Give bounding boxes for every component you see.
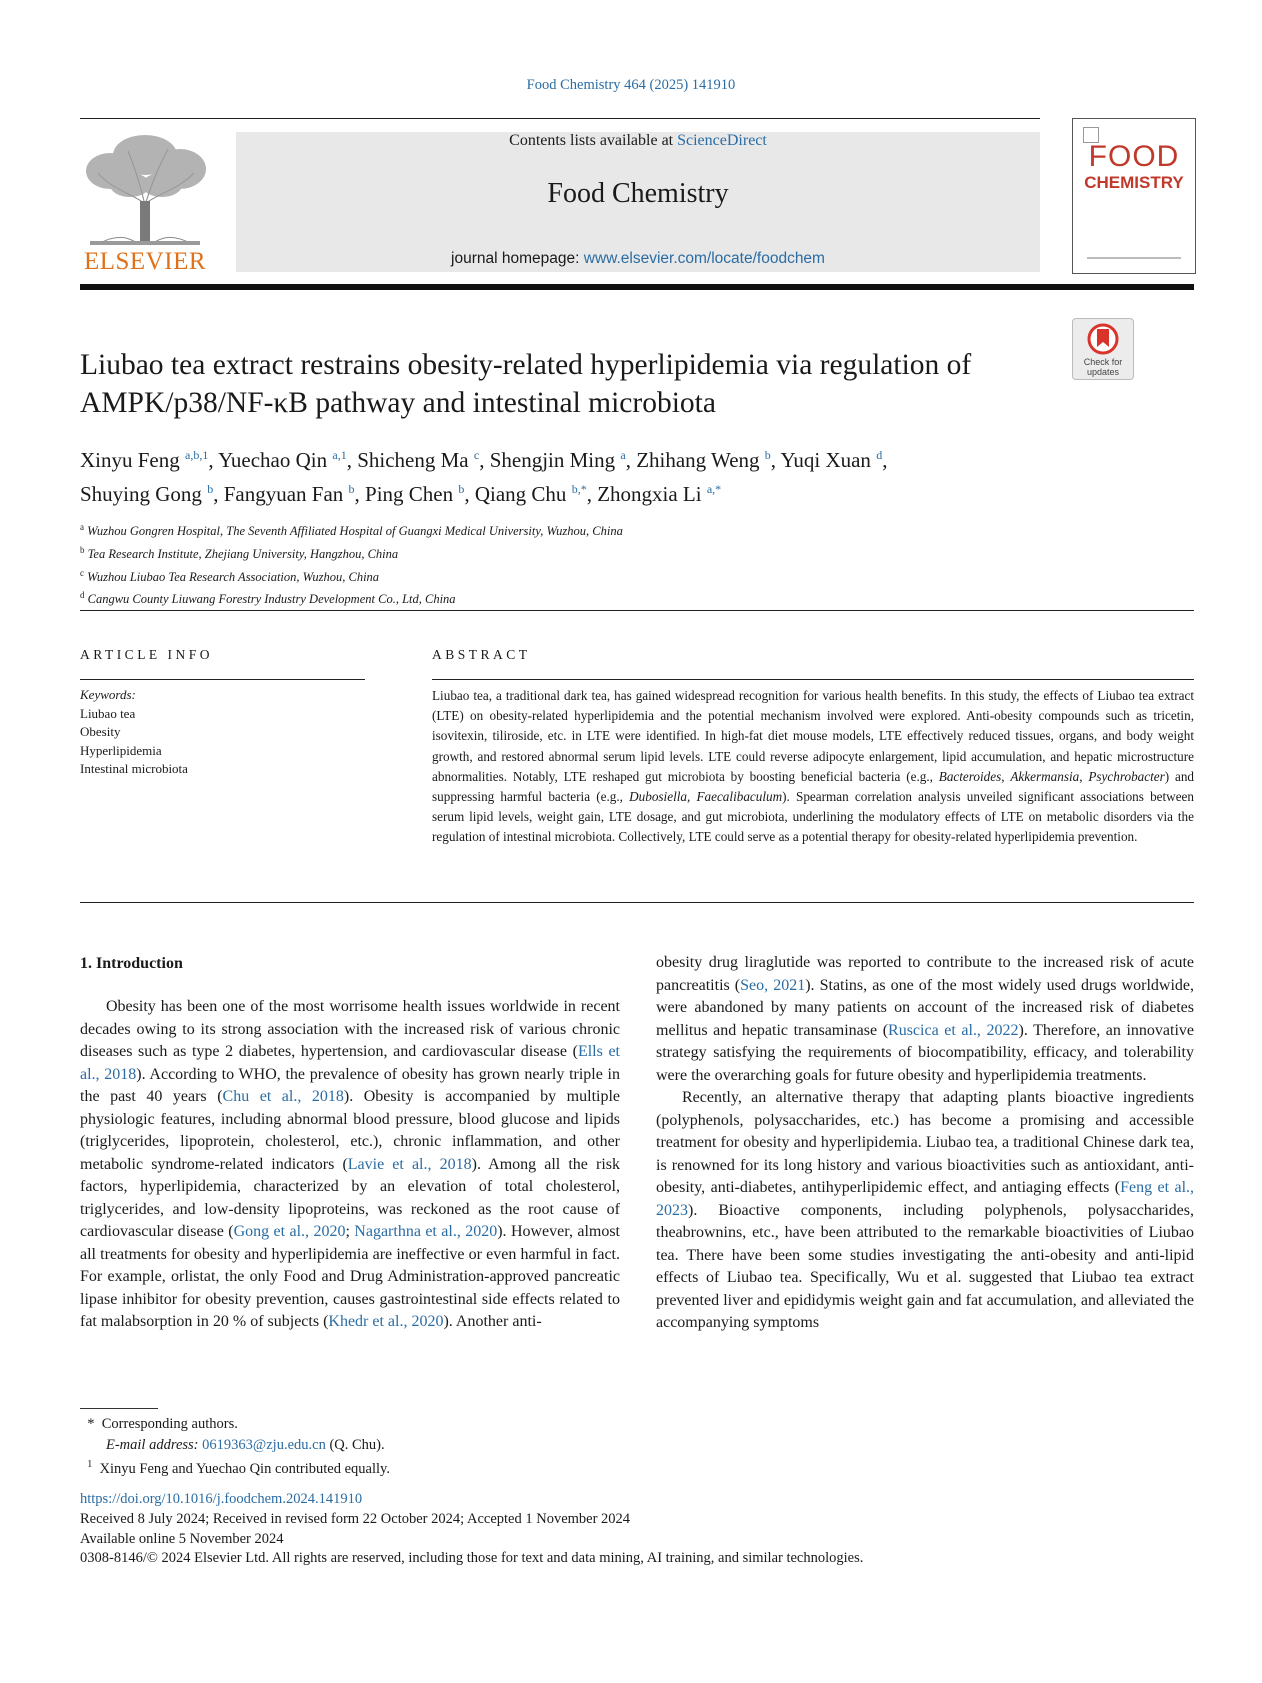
tree-icon bbox=[80, 133, 210, 248]
author[interactable]: Zhihang Weng $^b$ bbox=[636, 448, 771, 472]
article-info-heading: ARTICLE INFO bbox=[80, 647, 214, 662]
journal-masthead bbox=[236, 132, 1040, 272]
check-for-updates-badge[interactable] bbox=[1072, 318, 1134, 380]
cover-title-food: FOOD bbox=[1088, 140, 1180, 173]
body-paragraph: Obesity has been one of the most worrisome health issues worldwide in recent decades owing to its strong association with the increased risk of various chronic diseases such as type 2 diabetes, hypertension, and cardiovascular disease (Ells et al., 2018). According to WHO, the prevalence of obesity has grown nearly triple in the past 40 years (Chu et al., 2018). Obesity is accompanied by multiple physiologic features, including abnormal blood pressure, blood glucose and lipids (triglycerides, lipoprotein, cholesterol, etc.), chronic inflammation, and other metabolic syndrome-related indicators (Lavie et al., 2018). Among all the risk factors, hyperlipidemia, characterized by an elevation of total cholesterol, triglycerides, and low-density lipoproteins, was reckoned as the root cause of cardiovascular disease (Gong et al., 2020; Nagarthna et al., 2020). However, almost all treatments for obesity and hyperlipidemia are ineffective or even harmful in fact. For example, orlistat, the only Food and Drug Administration-approved pancreatic lipase inhibitor for obesity prevention, causes gastrointestinal side effects related to fat malabsorption in 20 % of subjects (Khedr et al., 2020). Another anti- bbox=[80, 998, 621, 1330]
homepage-line bbox=[236, 250, 1040, 268]
cover-title-chemistry: CHEMISTRY bbox=[1084, 173, 1184, 192]
body-column-left bbox=[80, 996, 620, 1334]
journal-cover-thumbnail[interactable] bbox=[1072, 118, 1196, 274]
publication-info bbox=[80, 1490, 1194, 1569]
author-list: Xinyu Feng $^{a,b,1}$, Yuechao Qin $^{a,1}$, Shicheng Ma $^c$, Shengjin Ming $^a$, Zhihang Weng $^b$, Yuqi Xuan $^d$, Shuying Gong $^b$, Fangyuan Fan $^b$, Ping Chen $^b$, Qiang Chu $^{b,*}$, Zhongxia Li $^{a,*}$ bbox=[80, 448, 888, 506]
citation-link[interactable]: Lavie et al., 2018 bbox=[347, 1155, 472, 1173]
cover-rule bbox=[1087, 257, 1181, 259]
author[interactable]: Ping Chen $^b$ bbox=[365, 482, 465, 506]
header-heavy-rule bbox=[80, 284, 1194, 290]
affiliation: $^c$ Wuzhou Liubao Tea Research Association, Wuzhou, China bbox=[80, 567, 380, 584]
received-dates: Received 8 July 2024; Received in revised form 22 October 2024; Accepted 1 November 2024 bbox=[80, 1510, 631, 1527]
body-paragraph: Recently, an alternative therapy that adapting plants bioactive ingredients (polyphenols, polysaccharides, etc.) has become a promising and accessible treatment for obesity and hyperlipidemia. Liubao tea, a traditional Chinese dark tea, is renowned for its long history and various bioactivities such as antioxidant, anti-obesity, anti-diabetes, antihyperlipidemic effect, and antiaging effects (Feng et al., 2023). Bioactive components, including polyphenols, polysaccharides, theabrownins, etc., have been attributed to the remarkable bioactivities of Liubao tea. There have been some studies investigating the anti-obesity and anti-lipid effects of Liubao tea. Specifically, Wu et al. suggested that Liubao tea extract prevented liver and epididymis weight gain and fat accumulation, and alleviated the accompanying symptoms bbox=[656, 1089, 1195, 1331]
citation-link[interactable]: Ruscica et al., 2022 bbox=[888, 1021, 1019, 1039]
email-footnote: E-mail address: 0619363@zju.edu.cn (Q. Chu). bbox=[106, 1436, 385, 1453]
author[interactable]: Qiang Chu $^{b,*}$ bbox=[474, 482, 587, 506]
keyword: Obesity bbox=[80, 724, 121, 739]
author[interactable]: Zhongxia Li $^{a,*}$ bbox=[597, 482, 722, 506]
keyword: Liubao tea bbox=[80, 705, 136, 721]
body-paragraph: obesity drug liraglutide was reported to contribute to the increased risk of acute pancreatitis (Seo, 2021). Statins, as one of the most widely used drugs worldwide, were abandoned by many patients on account of the increased risk of diabetes mellitus and hepatic transaminase (Ruscica et al., 2022). Therefore, an innovative strategy satisfying the requirements of biocompatibility, efficacy, and tolerability were the overarching goals for future obesity and hyperlipidemia treatments. bbox=[656, 954, 1194, 1084]
section-heading-introduction: 1. Introduction bbox=[80, 955, 183, 972]
keyword: Intestinal microbiota bbox=[80, 761, 188, 776]
available-online: Available online 5 November 2024 bbox=[80, 1530, 284, 1547]
citation-link[interactable]: Feng et al., 2023 bbox=[656, 1179, 1195, 1219]
corresponding-footnote: * Corresponding authors. bbox=[80, 1416, 238, 1432]
abstract-text: Liubao tea, a traditional dark tea, has gained widespread recognition for various health benefits. In this study, the effects of Liubao tea extract (LTE) on obesity-related hyperlipidemia and the potential mechanism involved were explored. Anti-obesity compounds such as tricetin, isovitexin, tiliroside, etc. in LTE were identified. In high-fat diet mouse models, LTE effectively reduced tissues, organs, and body weight growth, and restored abnormal serum lipid levels. LTE could reverse adipocyte enlargement, lipid accumulation, and hepatic microstructure abnormalities. Notably, LTE reshaped gut microbiota by boosting beneficial bacteria (e.g., Bacteroides, Akkermansia, Psychrobacter) and suppressing harmful bacteria (e.g., Dubosiella, Faecalibaculum). Spearman correlation analysis unveiled significant associations between serum lipid levels, weight gain, LTE dosage, and gut microbiota, underlining the modulatory effects of LTE on metabolic disorders via the regulation of intestinal microbiota. Collectively, LTE could serve as a potential therapy for obesity-related hyperlipidemia prevention. bbox=[432, 688, 1195, 845]
footnote-rule bbox=[80, 1408, 158, 1409]
contents-line bbox=[236, 132, 1040, 150]
author[interactable]: Yuqi Xuan $^d$ bbox=[780, 448, 883, 472]
author[interactable]: Xinyu Feng $^{a,b,1}$ bbox=[80, 448, 209, 472]
author[interactable]: Yuechao Qin $^{a,1}$ bbox=[218, 448, 347, 472]
publisher-wordmark: ELSEVIER bbox=[83, 248, 207, 275]
abstract-heading: ABSTRACT bbox=[432, 647, 531, 662]
bookmark-icon bbox=[1073, 319, 1133, 359]
header-rule bbox=[80, 118, 1040, 119]
citation-link[interactable]: Seo, 2021 bbox=[740, 976, 806, 994]
section-rule bbox=[80, 902, 1194, 903]
author[interactable]: Shengjin Ming $^a$ bbox=[489, 448, 626, 472]
affiliation-list bbox=[80, 518, 980, 609]
author[interactable]: Shicheng Ma $^c$ bbox=[357, 448, 480, 472]
equal-contribution-footnote: $^1$ Xinyu Feng and Yuechao Qin contributed equally. bbox=[87, 1459, 390, 1477]
author[interactable]: Shuying Gong $^b$ bbox=[80, 482, 214, 506]
body-column-right bbox=[656, 952, 1194, 1335]
article-title: Liubao tea extract restrains obesity-related hyperlipidemia via regulation of AMPK/p38/NF-κB pathway and intestinal microbiota bbox=[80, 349, 972, 419]
check-updates-label: Check for updates bbox=[1083, 357, 1123, 377]
email-link[interactable]: 0619363@zju.edu.cn bbox=[202, 1436, 326, 1453]
sciencedirect-link[interactable]: ScienceDirect bbox=[677, 132, 767, 149]
keywords-label: Keywords: bbox=[80, 687, 136, 702]
homepage-prefix: journal homepage: bbox=[451, 250, 584, 267]
journal-reference[interactable]: Food Chemistry 464 (2025) 141910 bbox=[526, 77, 736, 93]
citation-link[interactable]: Nagarthna et al., 2020 bbox=[354, 1223, 498, 1240]
citation-link[interactable]: Khedr et al., 2020 bbox=[328, 1313, 444, 1330]
keywords-block bbox=[80, 686, 365, 779]
citation-link[interactable]: Gong et al., 2020 bbox=[233, 1223, 346, 1240]
author[interactable]: Fangyuan Fan $^b$ bbox=[223, 482, 355, 506]
affiliation: $^a$ Wuzhou Gongren Hospital, The Seventh Affiliated Hospital of Guangxi Medical University, Wuzhou, China bbox=[80, 522, 623, 539]
copyright-line: 0308-8146/© 2024 Elsevier Ltd. All rights are reserved, including those for text and data mining, AI training, and similar technologies. bbox=[80, 1550, 864, 1567]
doi-link[interactable]: https://doi.org/10.1016/j.foodchem.2024.141910 bbox=[80, 1491, 363, 1507]
footnotes bbox=[80, 1414, 680, 1479]
citation-link[interactable]: Ells et al., 2018 bbox=[80, 1043, 621, 1083]
abstract-rule bbox=[432, 679, 1194, 680]
keyword: Hyperlipidemia bbox=[80, 742, 162, 758]
citation-link[interactable]: Chu et al., 2018 bbox=[222, 1088, 344, 1105]
section-rule bbox=[80, 610, 1194, 611]
journal-name: Food Chemistry bbox=[547, 178, 729, 209]
journal-homepage-link[interactable]: www.elsevier.com/locate/foodchem bbox=[583, 250, 825, 267]
affiliation: $^b$ Tea Research Institute, Zhejiang University, Hangzhou, China bbox=[80, 544, 399, 561]
article-info-rule bbox=[80, 679, 365, 680]
affiliation: $^d$ Cangwu County Liuwang Forestry Industry Development Co., Ltd, China bbox=[80, 590, 456, 607]
contents-prefix: Contents lists available at bbox=[509, 132, 678, 149]
